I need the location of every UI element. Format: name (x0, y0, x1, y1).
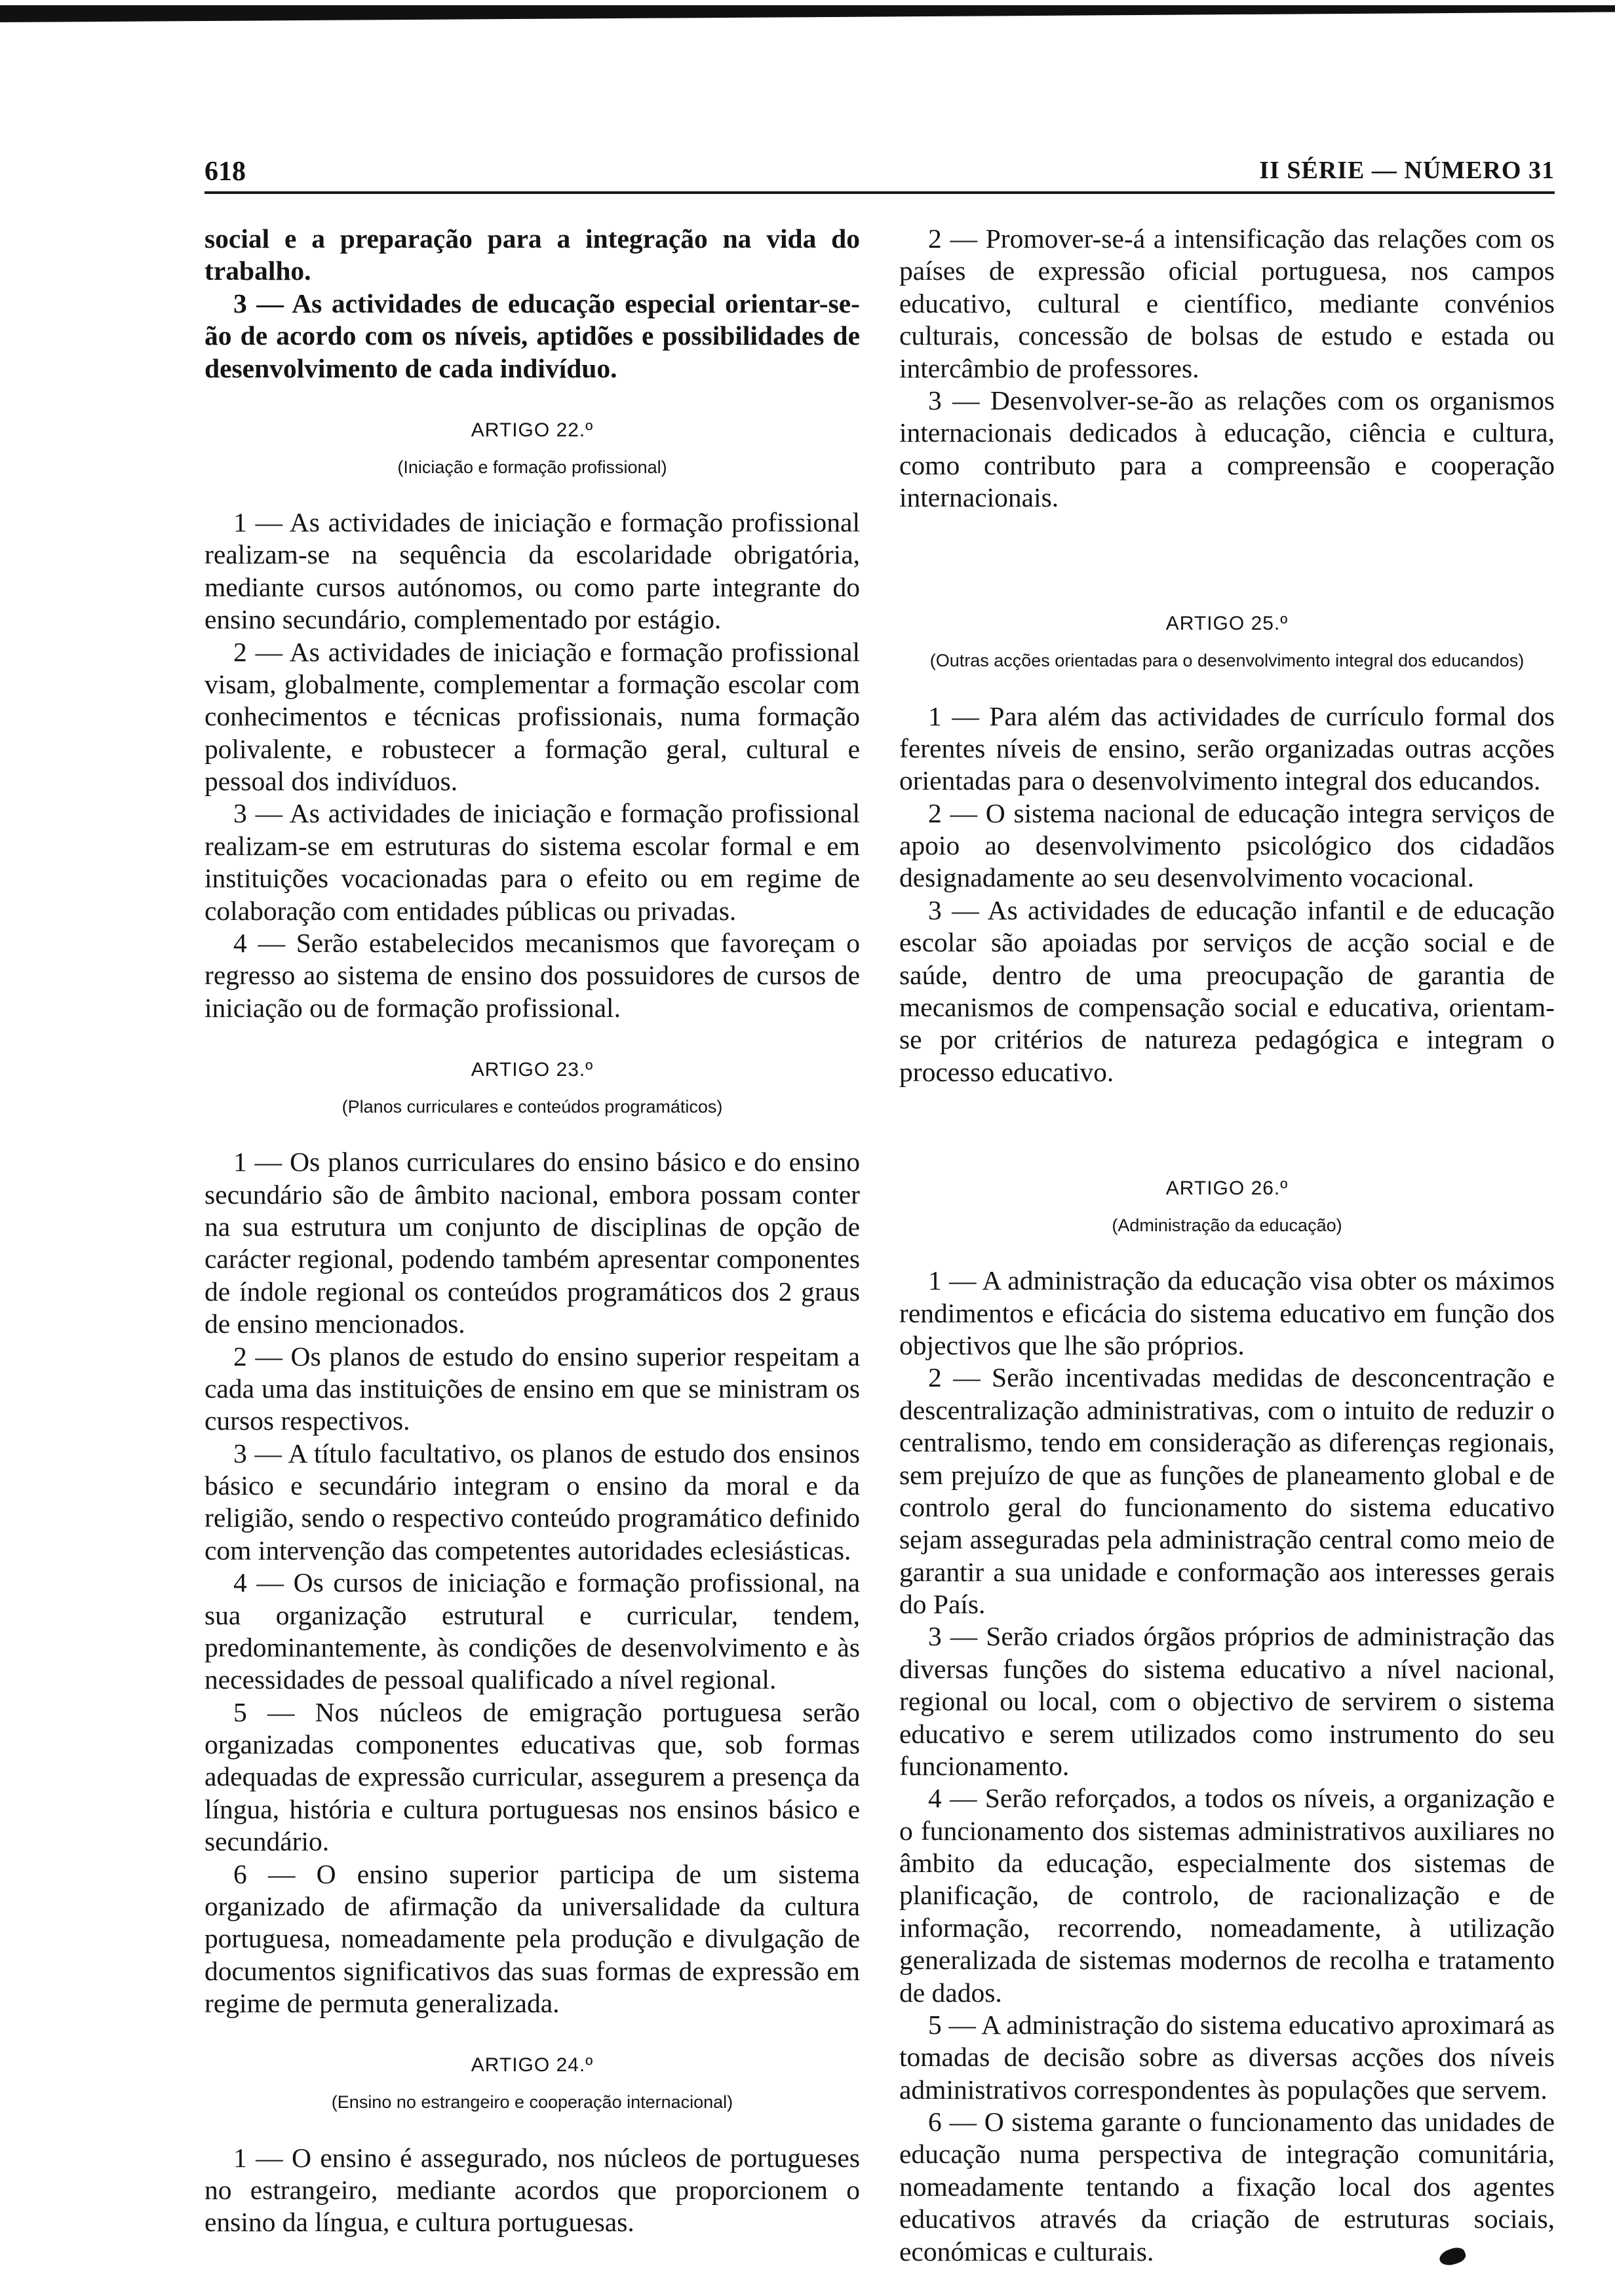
paragraph: 5 — Nos núcleos de emigração portuguesa serão organizadas componentes educativas que, sob formas adequadas de expressão curricular, assegurem a presença da língua, história e cultura portuguesas nos ensinos básico e secundário. (204, 1696, 860, 1857)
article-subtitle: (Iniciação e formação profissional) (397, 457, 667, 477)
header-rule (204, 191, 1555, 194)
article-subtitle: (Planos curriculares e conteúdos programáticos) (341, 1096, 723, 1117)
paragraph: social e a preparação para a integração na vida do trabalho. (204, 223, 860, 286)
paragraph: 1 — Os planos curriculares do ensino básico e do ensino secundário são de âmbito nacional, embora possam conter na sua estrutura um conjunto de disciplinas de opção de carácter regional, podendo também apresentar componentes de índole regional os conteúdos programáticos dos 2 graus de ensino mencionados. (204, 1147, 860, 1339)
article-title: ARTIGO 24.º (471, 2054, 594, 2076)
paragraph: 4 — Serão estabelecidos mecanismos que favoreçam o regresso ao sistema de ensino dos possuidores de cursos de iniciação ou de formação profissional. (204, 927, 860, 1023)
paragraph: 4 — Os cursos de iniciação e formação profissional, na sua organização estrutural e curricular, tendem, predominantemente, às condições de desenvolvimento e às necessidades de pessoal qualificado a nível regional. (204, 1567, 860, 1695)
paragraph: 1 — As actividades de iniciação e formação profissional realizam-se na sequência da escolaridade obrigatória, mediante cursos autónomos, ou como parte integrante do ensino secundário, complementado por estágio. (204, 507, 860, 635)
paragraph: 3 — As actividades de educação especial orientar-se-ão de acordo com os níveis, aptidões e possibilidades de desenvolvimento de cada indivíduo. (204, 288, 860, 383)
paragraph: 1 — Para além das actividades de currículo formal dos ferentes níveis de ensino, serão organizadas outras acções orientadas para o desenvolvimento integral dos educandos. (899, 700, 1555, 796)
page-number: 618 (204, 157, 246, 187)
paragraph: 4 — Serão reforçados, a todos os níveis, a organização e o funcionamento dos sistemas administrativos auxiliares no âmbito da educação, especialmente dos sistemas de planificação, de controlo, de racionalização e de informação, recorrendo, nomeadamente, à utilização generalizada de sistemas modernos de recolha e tratamento de dados. (899, 1783, 1555, 2008)
paragraph: 2 — As actividades de iniciação e formação profissional visam, globalmente, complementar a formação escolar com conhecimentos e técnicas profissionais, numa formação polivalente, e robustecer a formação geral, cultural e pessoal dos indivíduos. (204, 636, 860, 797)
page-header (204, 148, 1555, 194)
paragraph: 5 — A administração do sistema educativo aproximará as tomadas de decisão sobre as diversas acções dos níveis administrativos correspondentes às populações que servem. (899, 2009, 1555, 2105)
paragraph: 3 — Serão criados órgãos próprios de administração das diversas funções do sistema educativo a nível nacional, regional ou local, com o objectivo de servirem o sistema educativo e serem utilizados como instrumento do seu funcionamento. (899, 1621, 1555, 1781)
paragraph: 1 — A administração da educação visa obter os máximos rendimentos e eficácia do sistema educativo em função dos objectivos que lhe são próprios. (899, 1265, 1555, 1360)
paragraph: 6 — O sistema garante o funcionamento das unidades de educação numa perspectiva de integração comunitária, nomeadamente tentando a fixação local dos agentes educativos através da criação de estruturas sociais, económicas e culturais. (899, 2107, 1555, 2267)
paragraph: 2 — Serão incentivadas medidas de desconcentração e descentralização administrativas, com o intuito de reduzir o centralismo, tendo em consideração as diferenças regionais, sem prejuízo de que as funções de planeamento global e de controlo geral do funcionamento do sistema educativo sejam asseguradas pela administração central como meio de garantir a sua unidade e conformação aos interesses gerais do País. (899, 1362, 1555, 1619)
right-column (899, 223, 1555, 2268)
paragraph: 2 — Os planos de estudo do ensino superior respeitam a cada uma das instituições de ensino em que se ministram os cursos respectivos. (204, 1341, 860, 1436)
paragraph: 1 — O ensino é assegurado, nos núcleos de portugueses no estrangeiro, mediante acordos que proporcionem o ensino da língua, e cultura portuguesas. (204, 2142, 860, 2238)
article-title: ARTIGO 26.º (1165, 1177, 1289, 1200)
paragraph: 2 — Promover-se-á a intensificação das relações com os países de expressão oficial portuguesa, nos campos educativo, cultural e científico, mediante convénios culturais, concessão de bolsas de estudo e estada ou intercâmbio de professores. (899, 223, 1555, 383)
series-label: II SÉRIE — NÚMERO 31 (1259, 157, 1555, 184)
article-title: ARTIGO 22.º (471, 419, 594, 441)
paragraph: 2 — O sistema nacional de educação integra serviços de apoio ao desenvolvimento psicológico dos cidadãos designadamente ao seu desenvolvimento vocacional. (899, 797, 1555, 893)
top-scan-rule (0, 5, 1615, 22)
paragraph: 3 — Desenvolver-se-ão as relações com os organismos internacionais dedicados à educação, ciência e cultura, como contributo para a compreensão e cooperação internacionais. (899, 385, 1555, 512)
article-subtitle: (Outras acções orientadas para o desenvolvimento integral dos educandos) (929, 651, 1525, 671)
article-title: ARTIGO 25.º (1165, 613, 1289, 635)
paragraph: 3 — As actividades de iniciação e formação profissional realizam-se em estruturas do sistema escolar formal e em instituições vocacionadas para o efeito ou em regime de colaboração com entidades públicas ou privadas. (204, 798, 860, 926)
left-column (204, 223, 860, 2239)
article-title: ARTIGO 23.º (471, 1059, 594, 1081)
paragraph: 3 — As actividades de educação infantil e de educação escolar são apoiadas por serviços de acção social e de saúde, dentro de uma preocupação de garantia de mecanismos de compensação social e educativa, orientam-se por critérios de natureza pedagógica e integram o processo educativo. (899, 894, 1555, 1087)
article-subtitle: (Ensino no estrangeiro e cooperação internacional) (331, 2092, 733, 2113)
article-subtitle: (Administração da educação) (1112, 1215, 1342, 1235)
paragraph: 6 — O ensino superior participa de um sistema organizado de afirmação da universalidade da cultura portuguesa, nomeadamente pela produção e divulgação de documentos significativos das suas formas de expressão em regime de permuta generalizada. (204, 1858, 860, 2018)
paragraph: 3 — A título facultativo, os planos de estudo dos ensinos básico e secundário integram o ensino da moral e da religião, sendo o respectivo conteúdo programático definido com intervenção das competentes autoridades eclesiásticas. (204, 1438, 860, 1565)
